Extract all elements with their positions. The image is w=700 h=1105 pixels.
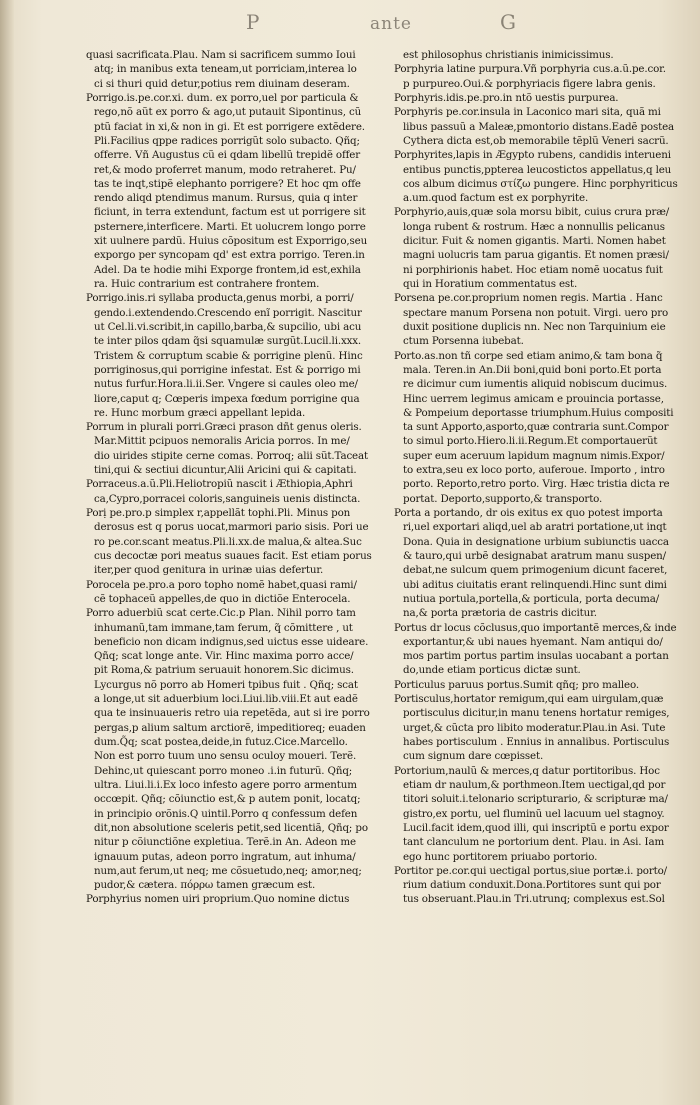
text-line: xit uulnere pardũ. Huius cõpositum est Exporrigo,seu bbox=[94, 235, 368, 248]
text-line: Portitor pe.cor.qui uectigal portus,siue portæ.i. porto/ bbox=[394, 864, 667, 877]
text-line: liore,caput q; Cœperis impexa fœdum porrigine qua bbox=[94, 392, 360, 405]
text-line: magni uolucris tam parua gigantis. Et nomen præsi/ bbox=[403, 249, 669, 262]
text-line: inhumanũ,tam immane,tam ferum, q̃ cõmittere , ut bbox=[94, 621, 353, 634]
book-gutter bbox=[0, 0, 14, 1105]
text-line: Lucil.facit idem,quod illi, qui inscriptũ e portu expor bbox=[403, 821, 669, 834]
text-line: nutus furfur.Hora.li.ii.Ser. Vngere si caules oleo me/ bbox=[94, 378, 358, 391]
text-line: Portus dr locus cõclusus,quo importantẽ merces,& inde bbox=[394, 621, 677, 634]
text-line: Porị pe.pro.p simplex r,appellãt tophi.Pli. Minus pon bbox=[86, 507, 351, 519]
text-line: mos partim portus partim insulas uocabant a portan bbox=[403, 650, 669, 663]
text-line: derosus est q porus uocat,marmori pario sisis. Pori ue bbox=[94, 521, 369, 534]
running-header bbox=[0, 6, 700, 40]
text-line: Dona. Quia in designatione urbium subiunctis uacca bbox=[403, 535, 669, 548]
text-line: atq; in manibus exta teneam,ut porriciam,interea lo bbox=[94, 63, 357, 76]
text-line: cum signum dare cœpisset. bbox=[403, 750, 544, 763]
text-line: Porsena pe.cor.proprium nomen regis. Martia . Hanc bbox=[394, 292, 663, 305]
text-line: offerre. Vñ Augustus cũ ei qdam libellũ trepidẽ offer bbox=[94, 149, 360, 162]
text-line: do,unde etiam porticus dictæ sunt. bbox=[403, 664, 581, 677]
text-line: Porrum in plurali porri.Græci prason dñt genus oleris. bbox=[86, 421, 362, 434]
right-text-column bbox=[394, 48, 686, 1098]
text-line: Hinc uerrem legimus amicam e prouincia portasse, bbox=[403, 392, 664, 405]
text-line: Porticulus paruus portus.Sumit qñq; pro malleo. bbox=[394, 678, 639, 691]
text-line: qua te insinuaueris retro uia repetẽda, aut si ire porro bbox=[94, 707, 370, 720]
text-line: Porto.as.non tñ corpe sed etiam animo,& tam bona q̃ bbox=[394, 349, 663, 362]
header-middle-mark: ante bbox=[370, 14, 412, 34]
text-line: nitur p cõiunctiõne expletiua. Terẽ.in An. Adeon me bbox=[94, 836, 356, 849]
text-line: etiam dr naulum,& porthmeon.Item uectigal,qd por bbox=[403, 778, 666, 791]
text-line: to extra,seu ex loco porto, auferoue. Importo , intro bbox=[403, 464, 665, 477]
text-line: entibus punctis,ppterea leucostictos appellatus,q leu bbox=[403, 163, 672, 176]
text-line: occœpit. Qñq; cõiunctio est,& p autem ponit, locatq; bbox=[94, 793, 361, 806]
text-line: debat,ne sulcum quem primogenium dicunt faceret, bbox=[403, 564, 668, 577]
text-line: est philosophus christianis inimicissimus. bbox=[403, 49, 614, 61]
text-line: porto. Reporto,retro porto. Virg. Hæc tristia dicta re bbox=[403, 478, 670, 491]
text-line: Porro aduerbiũ scat certe.Cic.p Plan. Nihil porro tam bbox=[86, 607, 356, 620]
text-line: longa rubent & rostrum. Hæc a nonnullis pelicanus bbox=[403, 220, 665, 233]
text-line: & tauro,qui urbẽ designabat aratrum manu suspen/ bbox=[403, 549, 666, 562]
text-line: exportantur,& ubi naues hyemant. Nam antiqui do/ bbox=[403, 635, 663, 648]
text-line: Porraceus.a.ũ.Pli.Heliotropiũ nascit i Æthiopia,Aphri bbox=[86, 478, 353, 491]
text-line: Portisculus,hortator remigum,qui eam uirgulam,quæ bbox=[394, 693, 664, 706]
text-line: ta sunt Apporto,asporto,quæ contraria sunt.Compor bbox=[403, 421, 669, 434]
text-line: pudor,& cætera. πóρρω tamen græcum est. bbox=[94, 879, 316, 892]
text-line: ci si thuri quid detur,potius rem diuinam deseram. bbox=[94, 77, 350, 90]
text-line: re dicimur cum iumentis aliquid nobiscum ducimus. bbox=[403, 378, 668, 391]
text-line: num,aut ferum,ut neq; me cõsuetudo,neq; amor,neq; bbox=[94, 864, 362, 877]
text-line: ultra. Liui.li.i.Ex loco infesto agere porro armentum bbox=[94, 778, 357, 791]
text-line: ra. Huic contrarium est contrahere frontem. bbox=[94, 278, 320, 290]
text-line: Porphyria latine purpura.Vñ porphyria cus.a.ũ.pe.cor. bbox=[394, 63, 666, 76]
text-line: Porphyris.idis.pe.pro.in ntõ uestis purpurea. bbox=[394, 91, 619, 104]
text-line: ca,Cypro,porracei coloris,sanguineis uenis distincta. bbox=[94, 492, 361, 505]
text-line: tas te inqt,stipẽ elephanto porrigere? Et hoc qm offe bbox=[94, 177, 361, 190]
text-line: cos album dicimus στίζω pungere. Hinc porphyriticus bbox=[403, 177, 678, 190]
text-line: ctum Porsenna iubebat. bbox=[403, 335, 524, 348]
text-line: urget,& cũcta pro libito moderatur.Plau.in Asi. Tute bbox=[403, 721, 666, 734]
header-left-mark: P bbox=[246, 10, 261, 34]
text-line: mala. Teren.in An.Dii boni,quid boni porto.Et porta bbox=[403, 363, 662, 376]
text-line: Tristem & corruptum scabie & porrigine plenũ. Hinc bbox=[94, 349, 363, 362]
text-line: dio uirides stipite cerne comas. Porroq; alii sũt.Taceat bbox=[94, 449, 368, 462]
text-line: libus passuũ a Maleæ,pmontorio distans.Eadẽ postea bbox=[403, 120, 675, 133]
text-line: ptũ faciat in xi,& non in gi. Et est porrigere extẽdere. bbox=[94, 120, 365, 133]
text-line: & Pompeium deportasse triumphum.Huius compositi bbox=[403, 406, 674, 419]
text-line: Porta a portando, dr ois exitus ex quo potest importa bbox=[394, 507, 663, 519]
text-line: pit Roma,& patrium seruauit honorem.Sic dicimus. bbox=[94, 664, 354, 677]
text-line: Portorium,naulũ & merces,q datur portitoribus. Hoc bbox=[394, 764, 660, 777]
text-line: tini,qui & sectiui dicuntur,Alii Aricini qui & capitati. bbox=[94, 464, 357, 477]
text-line: Cythera dicta est,ob memorabile tẽplũ Veneri sacrũ. bbox=[403, 134, 669, 147]
left-text-column bbox=[84, 48, 386, 1098]
text-line: ni porphirionis habet. Hoc etiam nomẽ uocatus fuit bbox=[403, 263, 663, 276]
text-line: rendo aliqd ptendimus manum. Rursus, quia q inter bbox=[94, 192, 358, 205]
header-right-mark: G bbox=[500, 10, 517, 34]
text-line: na,& porta prætoria de castris dicitur. bbox=[403, 607, 597, 620]
text-line: portat. Deporto,supporto,& transporto. bbox=[403, 492, 603, 505]
text-line: gendo.i.extendendo.Crescendo enĩ porrigit. Nascitur bbox=[94, 306, 362, 319]
text-line: titori soluit.i.telonario scripturario, & scripturæ ma/ bbox=[403, 793, 668, 806]
text-line: ubi aditus ciuitatis erant relinquendi.Hinc sunt dimi bbox=[403, 578, 667, 591]
text-line: Dehinc,ut quiescant porro moneo .i.in futurũ. Qñq; bbox=[94, 764, 353, 777]
text-line: Porrigo.is.pe.cor.xi. dum. ex porro,uel por particula & bbox=[86, 91, 359, 104]
text-line: gistro,ex portu, uel fluminũ uel lacuum uel stagnoy. bbox=[403, 807, 665, 820]
text-line: p purpureo.Oui.& porphyriacis figere labra genis. bbox=[403, 77, 656, 90]
text-line: re. Hunc morbum græci appellant lepida. bbox=[94, 406, 306, 419]
text-line: beneficio non dicam indignus,sed uictus esse uideare. bbox=[94, 635, 369, 648]
text-line: portisculus dicitur,in manu tenens hortatur remiges, bbox=[403, 707, 670, 720]
text-line: Porphyrio,auis,quæ sola morsu bibit, cuius crura præ/ bbox=[394, 206, 670, 219]
text-line: dit,non absolutione sceleris petit,sed licentiã, Qñq; po bbox=[94, 821, 368, 834]
text-line: te inter pilos qdam q̃si squamulæ surgũt.Lucil.li.xxx. bbox=[94, 335, 362, 348]
text-line: tant clanculum ne portorium dent. Plau. in Asi. Iam bbox=[403, 836, 665, 849]
text-line: dum.Q̃q; scat postea,deide,in futuz.Cice.Marcello. bbox=[94, 736, 348, 748]
text-line: Porphyrius nomen uiri proprium.Quo nomine dictus bbox=[86, 893, 350, 906]
text-line: rium datium conduxit.Dona.Portitores sunt qui por bbox=[403, 879, 661, 892]
text-line: exporgo per syncopam qd' est extra porrigo. Teren.in bbox=[94, 249, 365, 262]
text-line: a.um.quod factum est ex porphyrite. bbox=[403, 192, 589, 205]
text-line: cus decoctæ pori meatus suaues facit. Est etiam porus bbox=[94, 549, 372, 562]
text-line: psternere,interficere. Marti. Et uolucrem longo porre bbox=[94, 220, 366, 233]
text-line: qui in Horatium commentatus est. bbox=[403, 278, 578, 290]
text-line: tus obseruant.Plau.in Tri.utrunq; complexus est.Sol bbox=[403, 893, 665, 906]
text-line: Mar.Mittit pcipuos nemoralis Aricia porros. In me/ bbox=[94, 435, 350, 448]
text-line: ego hunc portitorem priuabo portorio. bbox=[403, 850, 598, 863]
text-line: to simul porto.Hiero.li.ii.Regum.Et comportauerũt bbox=[403, 435, 658, 448]
text-line: Porrigo.inis.ri syllaba producta,genus morbi, a porri/ bbox=[86, 292, 354, 305]
text-line: spectare manum Porsena non potuit. Virgi. uero pro bbox=[403, 306, 669, 319]
text-line: rego,nõ aũt ex porro & ago,ut putauit Sipontinus, cũ bbox=[94, 106, 362, 119]
text-line: Porphyris pe.cor.insula in Laconico mari sita, quã mi bbox=[394, 106, 661, 119]
text-line: habes portisculum . Ennius in annalibus. Portisculus bbox=[403, 736, 670, 748]
text-line: duxit positione duplicis nn. Nec non Tarquinium eie bbox=[403, 320, 666, 333]
text-line: Adel. Da te hodie mihi Exporge frontem,id est,exhila bbox=[94, 263, 361, 276]
text-line: ro pe.cor.scant meatus.Pli.li.xx.de malua,& altea.Suc bbox=[94, 535, 362, 548]
text-line: iter,per quod genitura in urinæ uias defertur. bbox=[94, 564, 324, 577]
text-line: ignauum putas, adeon porro ingratum, aut inhuma/ bbox=[94, 850, 356, 863]
text-line: pergas,p alium saltum arctiorẽ, impeditioreq; euaden bbox=[94, 721, 366, 734]
text-line: cẽ tophaceũ appelles,de quo in dictiõe Enterocela. bbox=[94, 592, 351, 605]
text-line: Qñq; scat longe ante. Vir. Hinc maxima porro acce/ bbox=[94, 650, 354, 663]
text-line: ficiunt, in terra extendunt, factum est ut porrigere sit bbox=[94, 206, 366, 219]
text-line: Pli.Facilius qppe radices porrigũt solo subacto. Qñq; bbox=[94, 134, 360, 147]
text-line: ret,& modo proferret manum, modo retraheret. Pu/ bbox=[94, 163, 356, 176]
text-line: Lycurgus nõ porro ab Homeri tpibus fuit . Qñq; scat bbox=[94, 678, 358, 691]
text-line: ri,uel exportari aliqd,uel ab aratri portatione,ut inqt bbox=[403, 521, 667, 534]
text-line: Porocela pe.pro.a poro topho nomẽ habet,quasi rami/ bbox=[86, 578, 357, 591]
text-line: dicitur. Fuit & nomen gigantis. Marti. Nomen habet bbox=[403, 235, 666, 248]
text-line: porriginosus,qui porrigine infestat. Est & porrigo mi bbox=[94, 363, 361, 376]
text-line: nutiua portula,portella,& porticula, porta decuma/ bbox=[403, 592, 660, 605]
text-line: Non est porro tuum uno sensu oculoy moueri. Terẽ. bbox=[94, 750, 357, 763]
text-line: a longe,ut sit aduerbium loci.Liui.lib.viii.Et aut eadẽ bbox=[94, 693, 358, 706]
text-line: super eum aceruum lapidum magnum nimis.Expor/ bbox=[403, 449, 665, 462]
text-line: ut Cel.li.vi.scribit,in capillo,barba,& supcilio, ubi acu bbox=[94, 320, 362, 333]
text-line: quasi sacrificata.Plau. Nam si sacrificem summo Ioui bbox=[86, 49, 356, 61]
text-line: in principio orõnis.Q uintil.Porro q confessum defen bbox=[94, 807, 358, 820]
text-line: Porphyrites,lapis in Ægypto rubens, candidis interueni bbox=[394, 149, 671, 162]
